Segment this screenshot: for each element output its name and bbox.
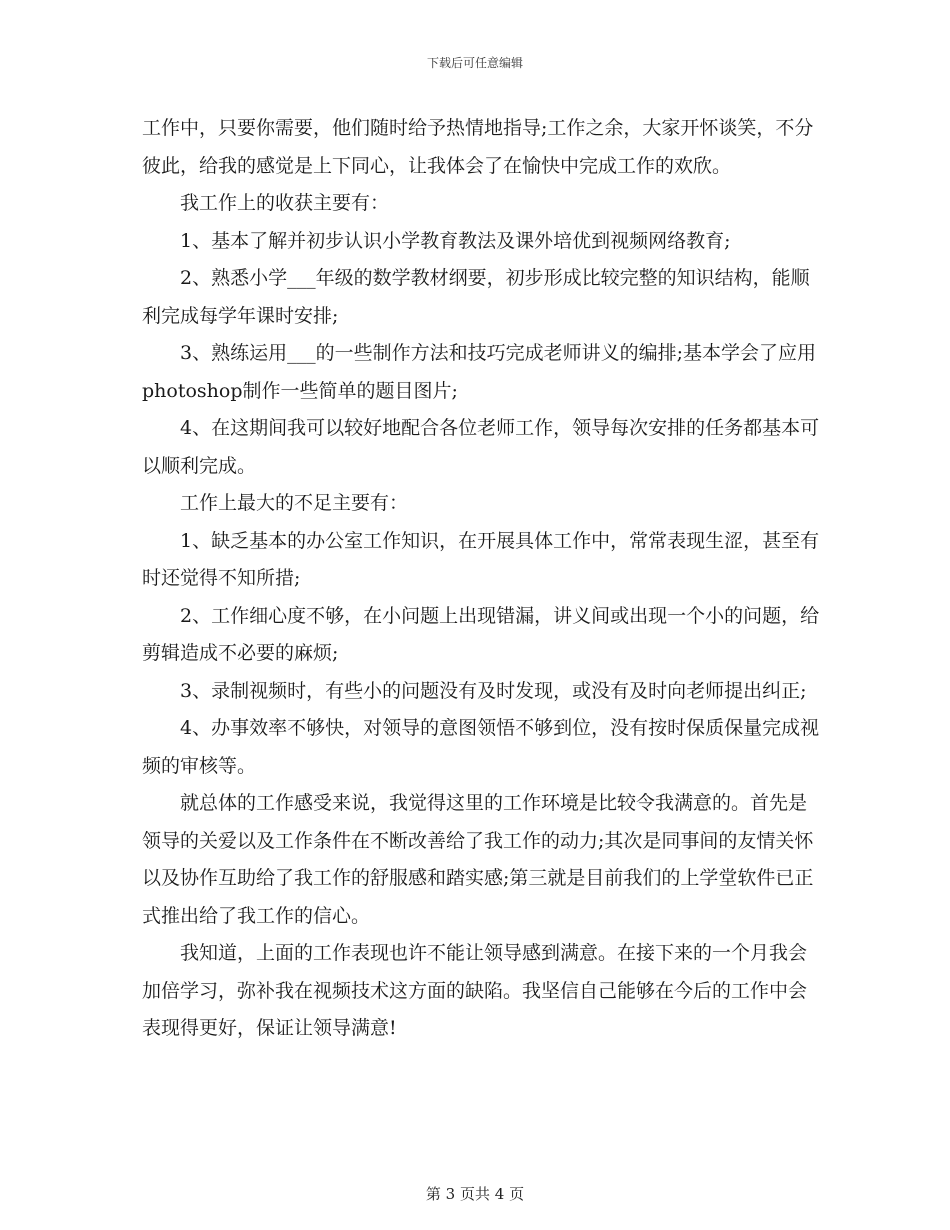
- page-header: 下载后可任意编辑: [426, 56, 523, 70]
- paragraph: 我知道，上面的工作表现也许不能让领导感到满意。在接下来的一个月我会加倍学习，弥补我在视频技术这方面的缺陷。我坚信自己能够在今后的工作中会表现得更好，保证让领导满意!: [142, 942, 808, 1039]
- paragraph: 3、熟练运用___的一些制作方法和技巧完成老师讲义的编排;基本学会了应用photoshop制作一些简单的题目图片;: [142, 342, 816, 402]
- paragraph: 4、在这期间我可以较好地配合各位老师工作，领导每次安排的任务都基本可以顺利完成。: [142, 417, 820, 477]
- page-footer: 第 3 页共 4 页: [425, 1185, 525, 1203]
- paragraph: 2、工作细心度不够，在小问题上出现错漏，讲义间或出现一个小的问题，给剪辑造成不必要的麻烦;: [142, 604, 820, 664]
- paragraph: 4、办事效率不够快，对领导的意图领悟不够到位，没有按时保质保量完成视频的审核等。: [142, 717, 820, 777]
- paragraph: 工作上最大的不足主要有：: [180, 492, 409, 514]
- paragraph: 就总体的工作感受来说，我觉得这里的工作环境是比较令我满意的。首先是领导的关爱以及工作条件在不断改善给了我工作的动力;其次是同事间的友情关怀以及协作互助给了我工作的舒服感和踏实感;第三就是目前我们的上学堂软件已正式推出给了我工作的信心。: [142, 792, 814, 927]
- document-body: [142, 110, 822, 1048]
- paragraph: 1、基本了解并初步认识小学教育教法及课外培优到视频网络教育;: [180, 229, 731, 252]
- paragraph: 3、录制视频时，有些小的问题没有及时发现，或没有及时向老师提出纠正;: [180, 679, 807, 702]
- paragraph: 2、熟悉小学___年级的数学教材纲要，初步形成比较完整的知识结构，能顺利完成每学年课时安排;: [142, 267, 810, 327]
- paragraph: 工作中，只要你需要，他们随时给予热情地指导;工作之余，大家开怀谈笑，不分彼此，给我的感觉是上下同心，让我体会了在愉快中完成工作的欢欣。: [142, 117, 814, 177]
- paragraph: 1、缺乏基本的办公室工作知识，在开展具体工作中，常常表现生涩，甚至有时还觉得不知所措;: [142, 529, 820, 589]
- paragraph: 我工作上的收获主要有：: [180, 192, 390, 214]
